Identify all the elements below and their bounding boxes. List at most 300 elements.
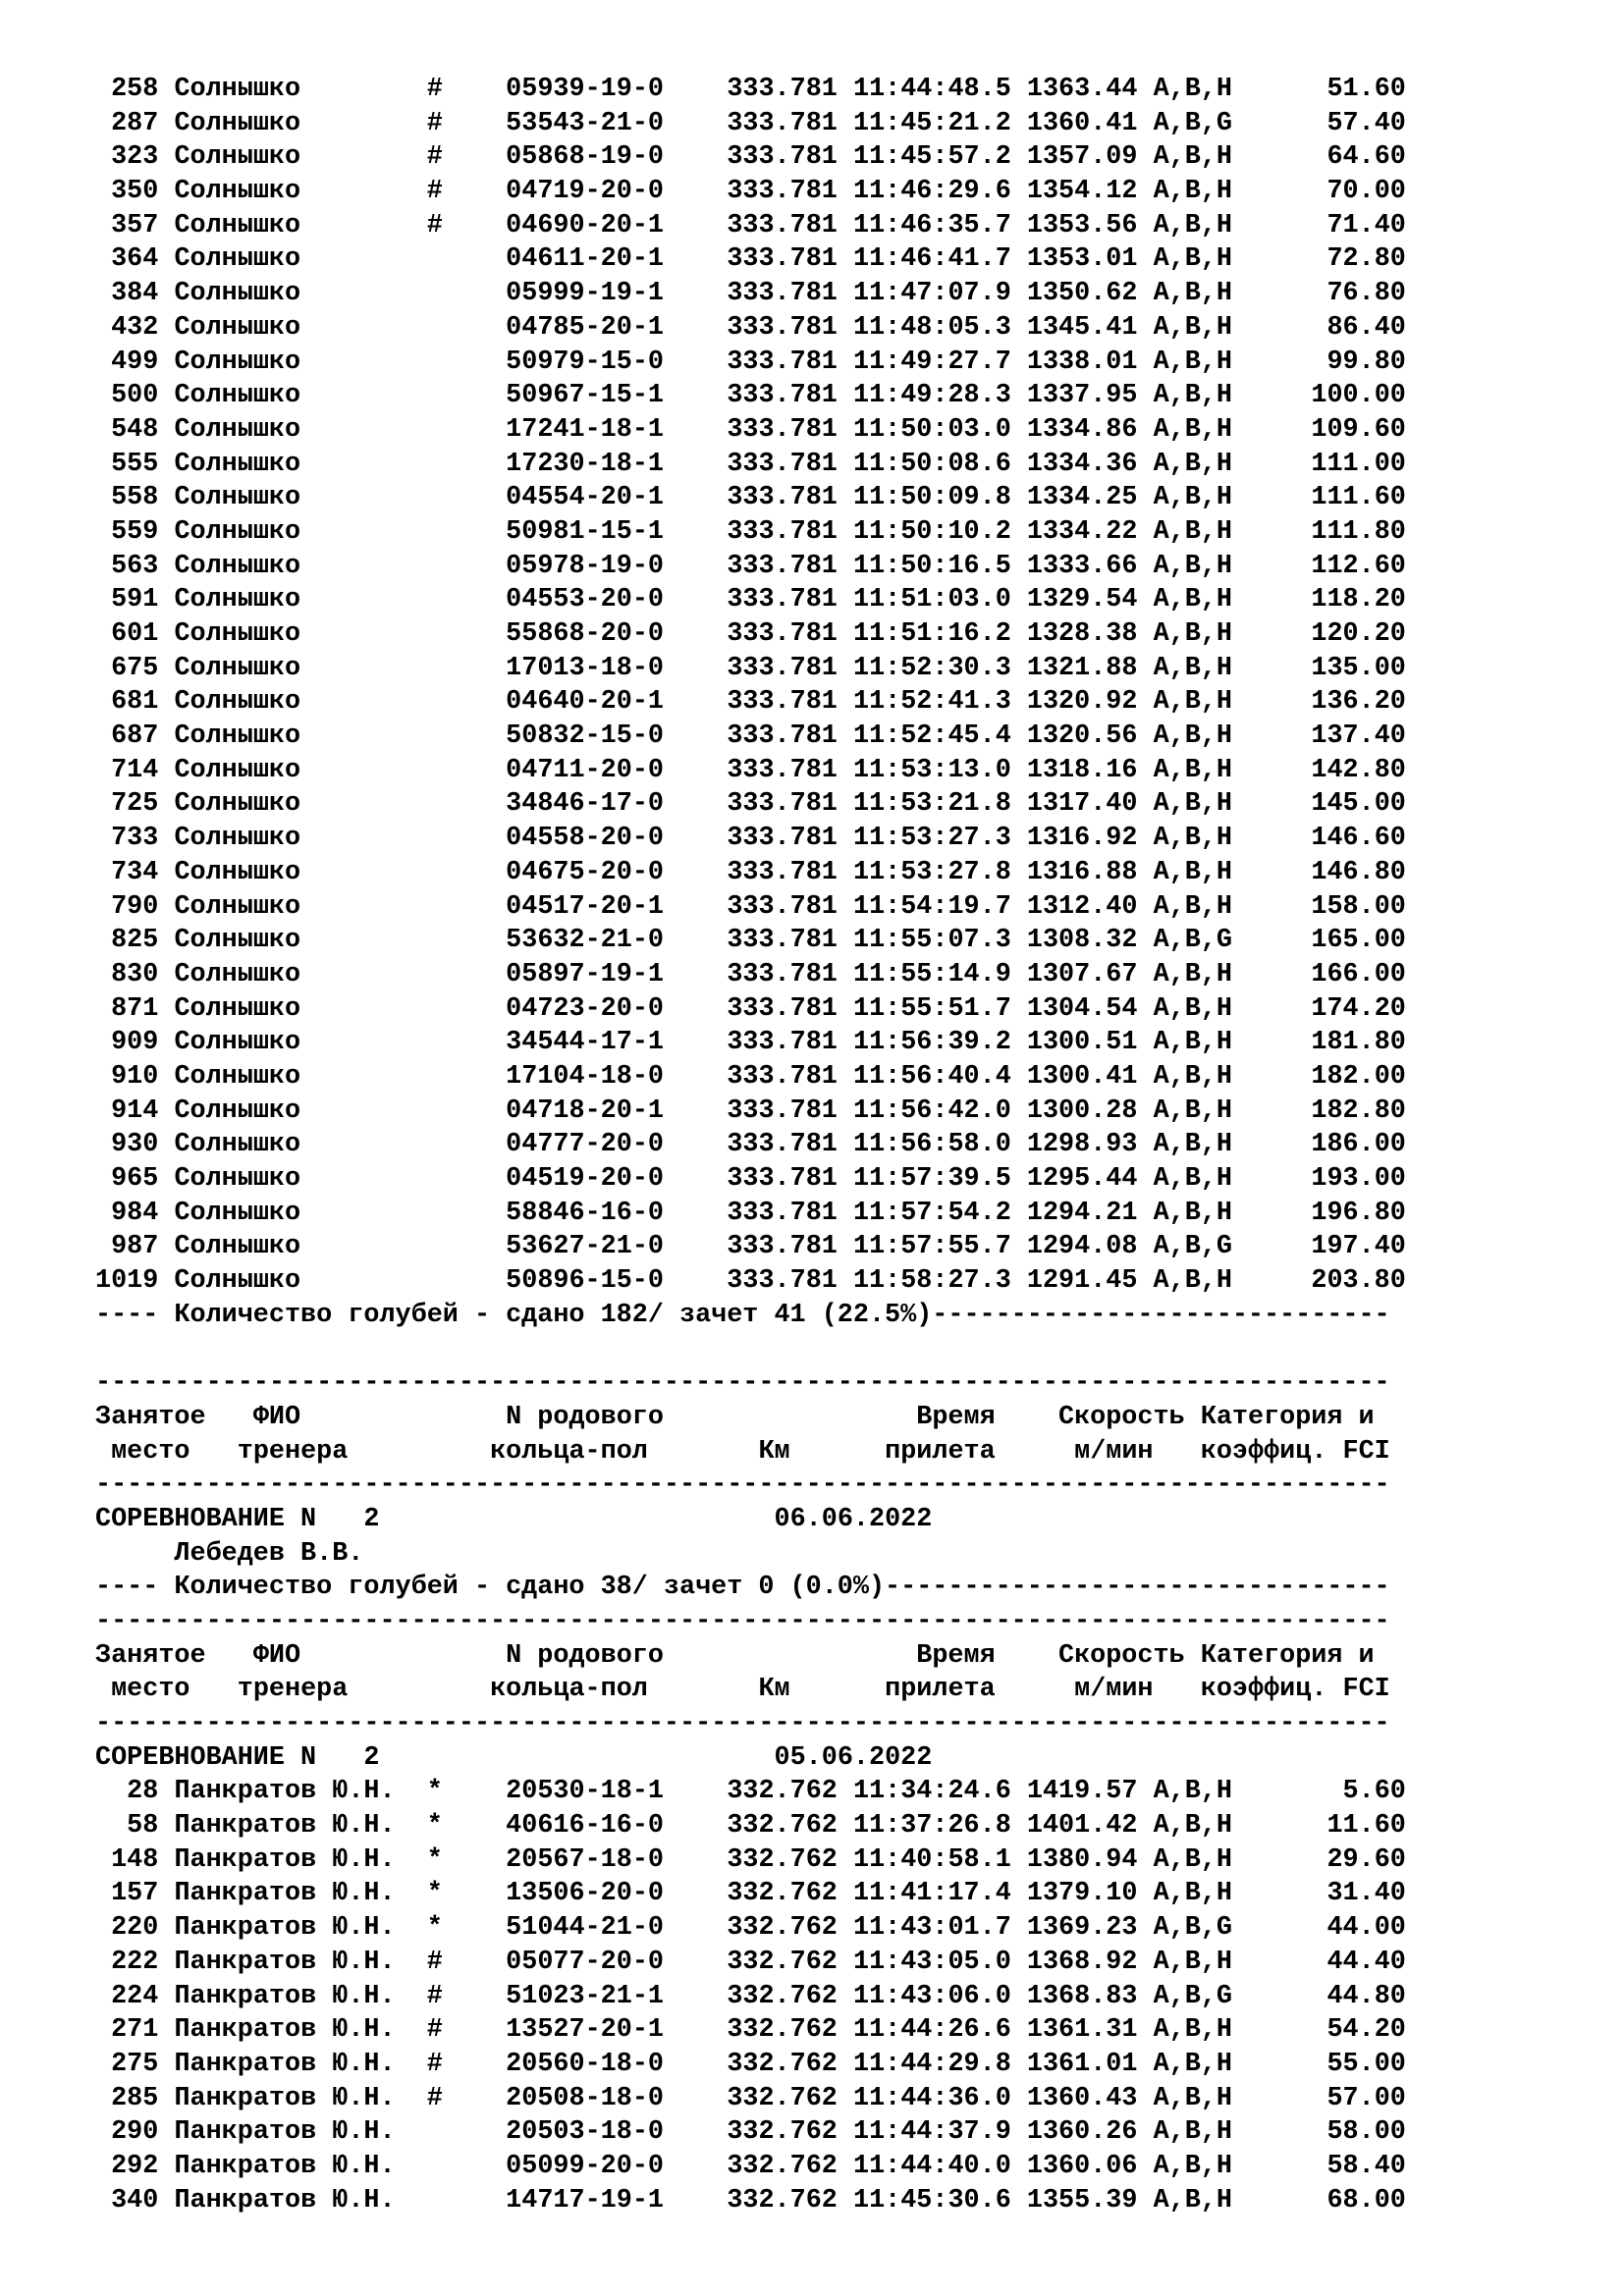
coefficient-cell: 158.00: [1311, 891, 1406, 922]
table-row: [95, 1197, 1406, 1231]
place-cell: 591: [111, 585, 159, 615]
col-time-header: Время: [916, 1402, 996, 1432]
coefficient-cell: 146.60: [1311, 824, 1406, 854]
time-cell: 11:54:19.7: [852, 891, 1011, 922]
table-row: [95, 107, 1406, 141]
coefficient-cell: 137.40: [1311, 721, 1406, 752]
time-cell: 11:49:27.7: [852, 347, 1011, 377]
col-time-header: Время: [916, 1640, 996, 1671]
col-category-header-2: коэффиц. FCI: [1200, 1436, 1390, 1467]
speed-cell: 1295.44: [1026, 1164, 1138, 1194]
trainer-cell: Солнышко: [174, 687, 301, 718]
col-category-header-2: коэффиц. FCI: [1200, 1675, 1390, 1705]
ring-cell: 04723-20-0: [506, 993, 664, 1024]
ring-cell: 50979-15-0: [506, 347, 664, 377]
speed-cell: 1300.41: [1026, 1061, 1138, 1092]
separator-line: [95, 1707, 1406, 1741]
place-cell: 733: [111, 824, 159, 854]
table-row: [95, 1877, 1406, 1911]
speed-cell: 1321.88: [1026, 653, 1138, 683]
mark-cell: #: [426, 1947, 443, 1977]
table-row: [95, 2115, 1406, 2150]
summary-text: ---- Количество голубей - сдано 38/ зачет 0 (0.0%)--------------------------------: [95, 1573, 1390, 1603]
ring-cell: 50981-15-1: [506, 516, 664, 547]
ring-cell: 04611-20-1: [506, 244, 664, 275]
place-cell: 930: [111, 1130, 159, 1160]
trainer-cell: Солнышко: [174, 857, 301, 887]
category-cell: A,B,H: [1153, 789, 1232, 820]
time-cell: 11:50:08.6: [852, 449, 1011, 479]
place-cell: 28: [127, 1777, 159, 1807]
table-row: [95, 1230, 1406, 1264]
coefficient-cell: 58.00: [1326, 2117, 1406, 2148]
col-name-header: ФИО: [252, 1640, 301, 1671]
ring-cell: 13506-20-0: [506, 1879, 664, 1909]
competition-line: [95, 1503, 1406, 1537]
speed-cell: 1368.92: [1026, 1947, 1138, 1977]
place-cell: 148: [111, 1844, 159, 1875]
time-cell: 11:47:07.9: [852, 279, 1011, 309]
coefficient-cell: 120.20: [1311, 619, 1406, 649]
km-cell: 333.781: [727, 926, 838, 956]
trainer-cell: Панкратов Ю.Н.: [174, 2083, 396, 2113]
time-cell: 11:52:45.4: [852, 721, 1011, 752]
category-cell: A,B,H: [1153, 619, 1232, 649]
trainer-cell: Панкратов Ю.Н.: [174, 1947, 396, 1977]
coefficient-cell: 135.00: [1311, 653, 1406, 683]
table-header-row-2: [95, 1435, 1406, 1469]
coefficient-cell: 29.60: [1326, 1844, 1406, 1875]
trainer-cell: Солнышко: [174, 312, 301, 343]
speed-cell: 1353.56: [1026, 210, 1138, 240]
trainer-cell: Солнышко: [174, 653, 301, 683]
table-row: [95, 992, 1406, 1027]
place-cell: 825: [111, 926, 159, 956]
category-cell: A,B,H: [1153, 585, 1232, 615]
trainer-cell: Солнышко: [174, 993, 301, 1024]
coefficient-cell: 5.60: [1342, 1777, 1406, 1807]
trainer-cell: Панкратов Ю.Н.: [174, 2185, 396, 2216]
place-cell: 258: [111, 75, 159, 104]
ring-cell: 04640-20-1: [506, 687, 664, 718]
trainer-cell: Солнышко: [174, 347, 301, 377]
place-cell: 220: [111, 1913, 159, 1944]
place-cell: 714: [111, 755, 159, 785]
km-cell: 333.781: [727, 449, 838, 479]
trainer-cell: Солнышко: [174, 891, 301, 922]
km-cell: 332.762: [727, 2015, 838, 2046]
speed-cell: 1380.94: [1026, 1844, 1138, 1875]
place-cell: 687: [111, 721, 159, 752]
category-cell: A,B,H: [1153, 687, 1232, 718]
time-cell: 11:45:21.2: [852, 108, 1011, 138]
km-cell: 333.781: [727, 551, 838, 581]
category-cell: A,B,H: [1153, 551, 1232, 581]
km-cell: 333.781: [727, 653, 838, 683]
km-cell: 332.762: [727, 2185, 838, 2216]
category-cell: A,B,H: [1153, 279, 1232, 309]
category-cell: A,B,H: [1153, 891, 1232, 922]
speed-cell: 1316.88: [1026, 857, 1138, 887]
place-cell: 285: [111, 2083, 159, 2113]
km-cell: 333.781: [727, 687, 838, 718]
place-cell: 432: [111, 312, 159, 343]
coefficient-cell: 112.60: [1311, 551, 1406, 581]
km-cell: 333.781: [727, 721, 838, 752]
mark-cell: #: [426, 108, 443, 138]
place-cell: 681: [111, 687, 159, 718]
time-cell: 11:57:39.5: [852, 1164, 1011, 1194]
table-row: [95, 720, 1406, 754]
coefficient-cell: 146.80: [1311, 857, 1406, 887]
table-row: [95, 617, 1406, 652]
place-cell: 290: [111, 2117, 159, 2148]
km-cell: 333.781: [727, 585, 838, 615]
table-row: [95, 209, 1406, 243]
mark-cell: *: [426, 1811, 443, 1842]
place-cell: 224: [111, 1981, 159, 2011]
coefficient-cell: 174.20: [1311, 993, 1406, 1024]
category-cell: A,B,H: [1153, 2049, 1232, 2079]
trainer-cell: Солнышко: [174, 926, 301, 956]
place-cell: 555: [111, 449, 159, 479]
coefficient-cell: 182.80: [1311, 1095, 1406, 1126]
table-row: [95, 2082, 1406, 2116]
place-cell: 559: [111, 516, 159, 547]
ring-cell: 04719-20-0: [506, 177, 664, 207]
category-cell: A,B,H: [1153, 993, 1232, 1024]
km-cell: 333.781: [727, 1164, 838, 1194]
km-cell: 332.762: [727, 2049, 838, 2079]
km-cell: 332.762: [727, 2151, 838, 2181]
category-cell: A,B,H: [1153, 210, 1232, 240]
speed-cell: 1308.32: [1026, 926, 1138, 956]
table-row: [95, 140, 1406, 175]
place-cell: 500: [111, 381, 159, 411]
category-cell: A,B,G: [1153, 1232, 1232, 1262]
results-document: [95, 73, 1406, 2217]
table-header-row-1: [95, 1639, 1406, 1674]
place-cell: 987: [111, 1232, 159, 1262]
category-cell: A,B,H: [1153, 381, 1232, 411]
col-place-header: Занятое: [95, 1402, 206, 1432]
place-cell: 601: [111, 619, 159, 649]
coefficient-cell: 86.40: [1326, 312, 1406, 343]
km-cell: 333.781: [727, 279, 838, 309]
category-cell: A,B,H: [1153, 312, 1232, 343]
speed-cell: 1329.54: [1026, 585, 1138, 615]
speed-cell: 1334.25: [1026, 483, 1138, 513]
ring-cell: 05897-19-1: [506, 959, 664, 989]
place-cell: 350: [111, 177, 159, 207]
trainer-cell: Панкратов Ю.Н.: [174, 2117, 396, 2148]
col-name-header-2: тренера: [237, 1675, 349, 1705]
coefficient-cell: 118.20: [1311, 585, 1406, 615]
trainer-cell: Солнышко: [174, 585, 301, 615]
table-row: [95, 1128, 1406, 1162]
speed-cell: 1401.42: [1026, 1811, 1138, 1842]
km-cell: 333.781: [727, 619, 838, 649]
place-cell: 58: [127, 1811, 159, 1842]
mark-cell: #: [426, 2049, 443, 2079]
time-cell: 11:57:55.7: [852, 1232, 1011, 1262]
place-cell: 558: [111, 483, 159, 513]
category-cell: A,B,H: [1153, 1028, 1232, 1058]
table-row: [95, 787, 1406, 822]
coefficient-cell: 165.00: [1311, 926, 1406, 956]
mark-cell: *: [426, 1844, 443, 1875]
ring-cell: 14717-19-1: [506, 2185, 664, 2216]
ring-cell: 04711-20-0: [506, 755, 664, 785]
trainer-cell: Солнышко: [174, 1198, 301, 1228]
category-cell: A,B,H: [1153, 1947, 1232, 1977]
table-row: [95, 413, 1406, 448]
mark-cell: *: [426, 1777, 443, 1807]
table-row: [95, 448, 1406, 482]
ring-cell: 04785-20-1: [506, 312, 664, 343]
col-name-header-2: тренера: [237, 1436, 349, 1467]
category-cell: A,B,H: [1153, 653, 1232, 683]
ring-cell: 05868-19-0: [506, 142, 664, 173]
place-cell: 222: [111, 1947, 159, 1977]
coefficient-cell: 197.40: [1311, 1232, 1406, 1262]
km-cell: 333.781: [727, 108, 838, 138]
coefficient-cell: 64.60: [1326, 142, 1406, 173]
table-row: [95, 1775, 1406, 1809]
km-cell: 332.762: [727, 2117, 838, 2148]
col-km-header: Км: [758, 1436, 790, 1467]
coefficient-cell: 44.80: [1326, 1981, 1406, 2011]
coefficient-cell: 44.40: [1326, 1947, 1406, 1977]
table-header-row-1: [95, 1401, 1406, 1435]
km-cell: 333.781: [727, 1198, 838, 1228]
ring-cell: 34846-17-0: [506, 789, 664, 820]
col-speed-header: Скорость: [1057, 1640, 1185, 1671]
km-cell: 333.781: [727, 177, 838, 207]
trainer-cell: Панкратов Ю.Н.: [174, 1844, 396, 1875]
table-row: [95, 652, 1406, 686]
ring-cell: 53543-21-0: [506, 108, 664, 138]
separator: ----------------------------------------------------------------------------------: [95, 1470, 1390, 1501]
category-cell: A,B,H: [1153, 1811, 1232, 1842]
km-cell: 332.762: [727, 1913, 838, 1944]
mark-cell: #: [426, 2015, 443, 2046]
trainer-cell: Панкратов Ю.Н.: [174, 1811, 396, 1842]
table-row: [95, 2013, 1406, 2048]
speed-cell: 1300.28: [1026, 1095, 1138, 1126]
summary-text: ---- Количество голубей - сдано 182/ зачет 41 (22.5%)-----------------------------: [95, 1300, 1390, 1330]
table-row: [95, 1809, 1406, 1843]
speed-cell: 1317.40: [1026, 789, 1138, 820]
trainer-cell: Панкратов Ю.Н.: [174, 2015, 396, 2046]
competition-title: СОРЕВНОВАНИЕ N 2: [95, 1742, 380, 1773]
trainer-cell: Панкратов Ю.Н.: [174, 2151, 396, 2181]
summary-line: [95, 1299, 1406, 1333]
table-row: [95, 1162, 1406, 1197]
speed-cell: 1316.92: [1026, 824, 1138, 854]
ring-cell: 17013-18-0: [506, 653, 664, 683]
category-cell: A,B,G: [1153, 1913, 1232, 1944]
km-cell: 333.781: [727, 142, 838, 173]
speed-cell: 1353.01: [1026, 244, 1138, 275]
category-cell: A,B,H: [1153, 2015, 1232, 2046]
coefficient-cell: 31.40: [1326, 1879, 1406, 1909]
table-row: [95, 1946, 1406, 1980]
km-cell: 333.781: [727, 1232, 838, 1262]
km-cell: 332.762: [727, 2083, 838, 2113]
time-cell: 11:44:48.5: [852, 75, 1011, 104]
speed-cell: 1320.92: [1026, 687, 1138, 718]
time-cell: 11:51:03.0: [852, 585, 1011, 615]
col-ring-header: N родового: [506, 1640, 664, 1671]
km-cell: 332.762: [727, 1844, 838, 1875]
ring-cell: 04718-20-1: [506, 1095, 664, 1126]
ring-cell: 04558-20-0: [506, 824, 664, 854]
time-cell: 11:44:29.8: [852, 2049, 1011, 2079]
table-row: [95, 515, 1406, 550]
table-row: [95, 1843, 1406, 1878]
category-cell: A,B,H: [1153, 244, 1232, 275]
col-speed-header-2: м/мин: [1074, 1436, 1154, 1467]
coefficient-cell: 181.80: [1311, 1028, 1406, 1058]
col-category-header: Категория и: [1200, 1402, 1375, 1432]
coefficient-cell: 68.00: [1326, 2185, 1406, 2216]
table-row: [95, 1095, 1406, 1129]
time-cell: 11:34:24.6: [852, 1777, 1011, 1807]
trainer-cell: Солнышко: [174, 210, 301, 240]
separator-line: [95, 1605, 1406, 1639]
time-cell: 11:40:58.1: [852, 1844, 1011, 1875]
ring-cell: 04517-20-1: [506, 891, 664, 922]
category-cell: A,B,H: [1153, 824, 1232, 854]
ring-cell: 51044-21-0: [506, 1913, 664, 1944]
km-cell: 333.781: [727, 483, 838, 513]
km-cell: 333.781: [727, 381, 838, 411]
blank-line: [95, 1332, 1406, 1366]
trainer-cell: Солнышко: [174, 789, 301, 820]
trainer-cell: Солнышко: [174, 516, 301, 547]
trainer-cell: Солнышко: [174, 75, 301, 104]
table-row: [95, 277, 1406, 311]
place-cell: 271: [111, 2015, 159, 2046]
category-cell: A,B,H: [1153, 721, 1232, 752]
km-cell: 333.781: [727, 857, 838, 887]
ring-cell: 58846-16-0: [506, 1198, 664, 1228]
speed-cell: 1337.95: [1026, 381, 1138, 411]
ring-cell: 40616-16-0: [506, 1811, 664, 1842]
speed-cell: 1360.41: [1026, 108, 1138, 138]
time-cell: 11:45:57.2: [852, 142, 1011, 173]
speed-cell: 1345.41: [1026, 312, 1138, 343]
mark-cell: #: [426, 1981, 443, 2011]
col-km-header: Км: [758, 1675, 790, 1705]
km-cell: 333.781: [727, 891, 838, 922]
time-cell: 11:37:26.8: [852, 1811, 1011, 1842]
mark-cell: #: [426, 2083, 443, 2113]
km-cell: 333.781: [727, 789, 838, 820]
time-cell: 11:44:26.6: [852, 2015, 1011, 2046]
place-cell: 157: [111, 1879, 159, 1909]
coefficient-cell: 54.20: [1326, 2015, 1406, 2046]
table-row: [95, 1264, 1406, 1299]
col-place-header-2: место: [111, 1436, 190, 1467]
trainer-cell: Солнышко: [174, 1266, 301, 1297]
col-ring-header-2: кольца-пол: [490, 1436, 648, 1467]
ring-cell: 53627-21-0: [506, 1232, 664, 1262]
table-row: [95, 856, 1406, 890]
category-cell: A,B,H: [1153, 2151, 1232, 2181]
col-place-header-2: место: [111, 1675, 190, 1705]
separator-line: [95, 1366, 1406, 1401]
km-cell: 333.781: [727, 959, 838, 989]
trainer-cell: Панкратов Ю.Н.: [174, 1981, 396, 2011]
table-row: [95, 1980, 1406, 2014]
table-row: [95, 958, 1406, 992]
time-cell: 11:50:09.8: [852, 483, 1011, 513]
trainer-cell: Панкратов Ю.Н.: [174, 1913, 396, 1944]
time-cell: 11:44:40.0: [852, 2151, 1011, 2181]
table-header-row-2: [95, 1673, 1406, 1707]
table-row: [95, 754, 1406, 788]
time-cell: 11:43:01.7: [852, 1913, 1011, 1944]
place-cell: 275: [111, 2049, 159, 2079]
category-cell: A,B,G: [1153, 108, 1232, 138]
place-cell: 292: [111, 2151, 159, 2181]
km-cell: 332.762: [727, 1947, 838, 1977]
place-cell: 563: [111, 551, 159, 581]
table-row: [95, 685, 1406, 720]
time-cell: 11:50:10.2: [852, 516, 1011, 547]
place-cell: 910: [111, 1061, 159, 1092]
coefficient-cell: 57.40: [1326, 108, 1406, 138]
speed-cell: 1334.22: [1026, 516, 1138, 547]
place-cell: 1019: [95, 1266, 159, 1297]
coefficient-cell: 99.80: [1326, 347, 1406, 377]
place-cell: 725: [111, 789, 159, 820]
competition-line: [95, 1741, 1406, 1776]
coefficient-cell: 57.00: [1326, 2083, 1406, 2113]
place-cell: 499: [111, 347, 159, 377]
col-ring-header: N родового: [506, 1402, 664, 1432]
speed-cell: 1357.09: [1026, 142, 1138, 173]
coefficient-cell: 76.80: [1326, 279, 1406, 309]
mark-cell: #: [426, 177, 443, 207]
ring-cell: 17104-18-0: [506, 1061, 664, 1092]
table-row: [95, 379, 1406, 413]
trainer-cell: Солнышко: [174, 959, 301, 989]
competition-date: 06.06.2022: [774, 1504, 933, 1534]
ring-cell: 04553-20-0: [506, 585, 664, 615]
table-row: [95, 924, 1406, 958]
trainer-cell: Солнышко: [174, 824, 301, 854]
time-cell: 11:53:21.8: [852, 789, 1011, 820]
ring-cell: 20503-18-0: [506, 2117, 664, 2148]
table-row: [95, 175, 1406, 209]
km-cell: 333.781: [727, 414, 838, 445]
speed-cell: 1369.23: [1026, 1913, 1138, 1944]
category-cell: A,B,H: [1153, 347, 1232, 377]
coefficient-cell: 11.60: [1326, 1811, 1406, 1842]
coefficient-cell: 44.00: [1326, 1913, 1406, 1944]
coefficient-cell: 203.80: [1311, 1266, 1406, 1297]
time-cell: 11:46:41.7: [852, 244, 1011, 275]
trainer-cell: Солнышко: [174, 1061, 301, 1092]
trainer-cell: Солнышко: [174, 108, 301, 138]
km-cell: 333.781: [727, 516, 838, 547]
km-cell: 333.781: [727, 755, 838, 785]
time-cell: 11:58:27.3: [852, 1266, 1011, 1297]
place-cell: 323: [111, 142, 159, 173]
